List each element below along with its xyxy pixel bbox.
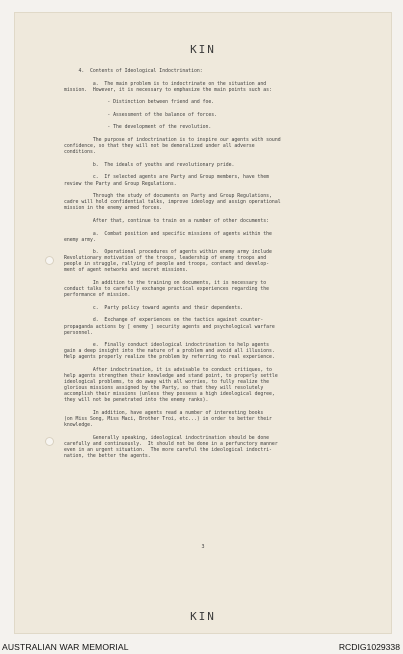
footer-mark: KIN (190, 610, 216, 623)
text-line: help agents strengthen their knowledge and stand point, to properly settle (64, 374, 278, 380)
text-line: knowledge. (64, 423, 93, 429)
text-line: cadre will hold confidential talks, improve ideology and assign operational (64, 200, 281, 206)
text-line: performance of mission. (64, 293, 131, 299)
text-line: b. Operational procedures of agents within enemy army include (64, 250, 272, 256)
text-line: After indoctrination, it is advisable to conduct critiques, to (64, 368, 272, 373)
text-line: - Assessment of the balance of forces. (64, 112, 218, 118)
text-line: In addition, have agents read a number of interesting books (64, 411, 264, 417)
text-line: In addition to the training on documents, it is necessary to (64, 281, 267, 287)
text-line: personnel. (64, 330, 93, 336)
text-line: ment of agent networks and secret missions. (64, 268, 189, 274)
text-line: 4. Contents of Ideological Indoctrination: (64, 69, 203, 74)
punch-hole (45, 437, 54, 446)
text-line: After that, continue to train on a number of other documents: (64, 218, 270, 224)
text-line: carefully and continuously. It should not be done in a perfunctory manner (64, 441, 278, 447)
text-line: even in an urgent situation. The more careful the ideological indoctri- (64, 448, 272, 454)
text-line: mission. However, it is necessary to emphasize the main points such as: (64, 87, 272, 93)
text-line: conditions. (64, 150, 96, 156)
text-line: Revolutionary motivation of the troops, leadership of enemy troops and (64, 256, 267, 262)
text-line: c. Party policy toward agents and their dependents. (64, 305, 244, 311)
punch-hole (45, 256, 54, 265)
page-number: 3 (201, 544, 205, 550)
document-page (14, 12, 392, 634)
text-line: people in struggle, rallying of people and troops, contact and develop- (64, 262, 270, 268)
text-line: Help agents properly realize the problem by referring to real experience. (64, 355, 275, 361)
text-line: e. Finally conduct ideological indoctrination to help agents (64, 343, 270, 349)
text-line: Through the study of documents on Party and Group Regulations, (64, 194, 272, 200)
text-line: gain a deep insight into the nature of a problem and avoid all illusions. (64, 349, 275, 355)
text-line: accomplish their missions (unless they possess a high ideological degree, (64, 392, 275, 398)
text-line: glorious missions assigned by the Party, so that they will resolutely (64, 386, 264, 392)
text-line: a. The main problem is to indoctrinate on the situation and (64, 81, 267, 87)
text-line: d. Exchange of experiences on the tactics against counter- (64, 318, 264, 324)
text-line: - Distinction between friend and foe. (64, 100, 215, 106)
text-line: mission in the enemy armed forces. (64, 206, 163, 212)
text-line: - The development of the revolution. (64, 125, 212, 131)
text-line: confidence, so that they will not be demoralized under all adverse (64, 144, 255, 150)
archive-credit: AUSTRALIAN WAR MEMORIAL (2, 642, 129, 652)
text-line: a. Combat position and specific missions of agents within the (64, 231, 272, 237)
text-line: c. If selected agents are Party and Group members, have them (64, 175, 270, 181)
text-line: b. The ideals of youths and revolutionary pride. (64, 162, 235, 168)
text-line: Generally speaking, ideological indoctrination should be done (64, 435, 270, 441)
document-body (64, 69, 370, 460)
text-line: (on Miss Song, Miss Maci, Brother Troi, etc...) in order to better their (64, 417, 272, 423)
text-line: review the Party and Group Regulations. (64, 181, 177, 187)
text-line: conduct talks to carefully exchange practical experiences regarding the (64, 287, 270, 293)
archive-reference: RCDIG1029338 (338, 642, 400, 652)
text-line: nation, the better the agents. (64, 454, 151, 460)
text-line: ideological problems, to do away with all worries, to fully realize the (64, 380, 270, 386)
text-line: they will not be penetrated into the enemy ranks). (64, 398, 209, 404)
text-line: propaganda actions by [ enemy ] security agents and psychological warfare (64, 324, 275, 330)
header-mark: KIN (190, 43, 216, 56)
text-line: The purpose of indoctrination is to inspire our agents with sound (64, 138, 281, 144)
text-line: enemy army. (64, 237, 96, 243)
